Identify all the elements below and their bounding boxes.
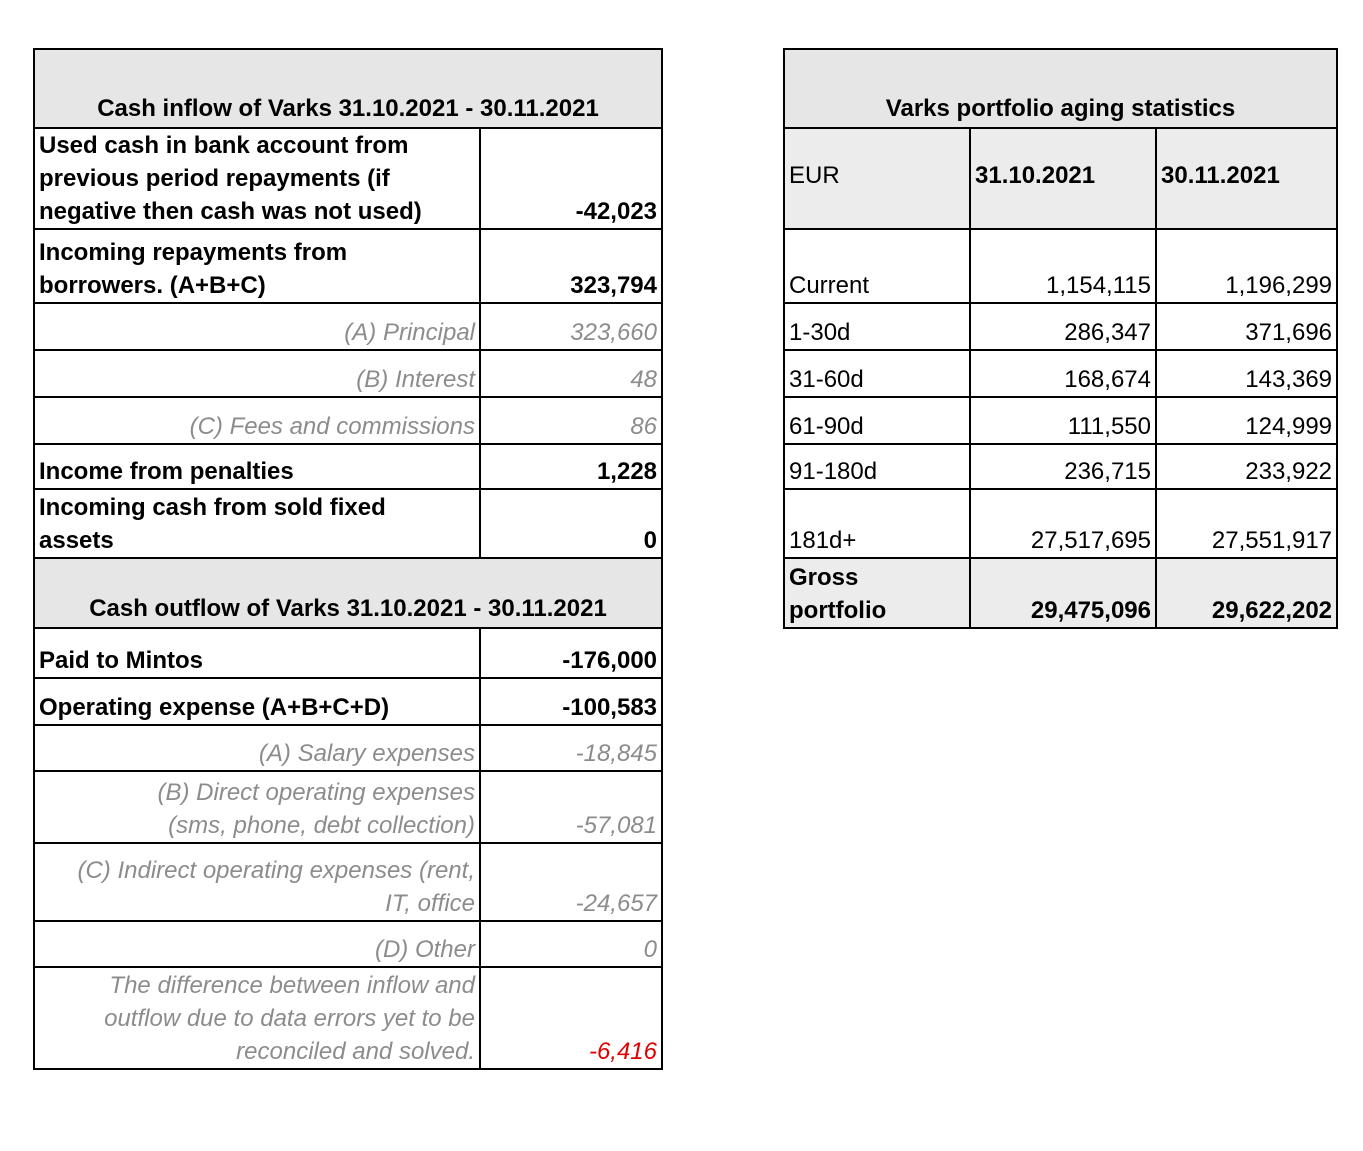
bucket-value-1: 286,347 <box>970 303 1156 350</box>
row-label: Incoming cash from sold fixed assets <box>34 489 480 558</box>
table-row <box>34 678 662 725</box>
table-row <box>34 350 662 397</box>
table-row <box>34 725 662 771</box>
row-value: 48 <box>480 350 662 397</box>
total-value-2: 29,622,202 <box>1156 558 1337 628</box>
table-row <box>34 921 662 967</box>
row-label: Incoming repayments from borrowers. (A+B+C) <box>34 229 480 303</box>
bucket-label: 181d+ <box>784 489 970 558</box>
bucket-value-2: 143,369 <box>1156 350 1337 397</box>
date-header-1: 31.10.2021 <box>970 128 1156 229</box>
row-value: 323,660 <box>480 303 662 350</box>
table-row <box>34 843 662 921</box>
table-row <box>34 229 662 303</box>
row-label: (C) Indirect operating expenses (rent, IT, office <box>34 843 480 921</box>
row-value: -42,023 <box>480 128 662 229</box>
row-value: -6,416 <box>480 967 662 1069</box>
row-label: (B) Interest <box>34 350 480 397</box>
row-label: Income from penalties <box>34 444 480 489</box>
bucket-value-1: 1,154,115 <box>970 229 1156 303</box>
bucket-label: 31-60d <box>784 350 970 397</box>
row-value: 0 <box>480 489 662 558</box>
row-label: Used cash in bank account from previous period repayments (if negative then cash was not used) <box>34 128 480 229</box>
bucket-label: 1-30d <box>784 303 970 350</box>
row-label: Operating expense (A+B+C+D) <box>34 678 480 725</box>
table-row <box>784 350 1337 397</box>
row-label: (B) Direct operating expenses (sms, phone, debt collection) <box>34 771 480 843</box>
cash-flow-table <box>33 48 663 1070</box>
bucket-value-2: 371,696 <box>1156 303 1337 350</box>
total-row <box>784 558 1337 628</box>
row-value: 0 <box>480 921 662 967</box>
row-label: (A) Principal <box>34 303 480 350</box>
table-row <box>784 397 1337 444</box>
table-row <box>34 444 662 489</box>
table-row <box>34 303 662 350</box>
bucket-label: 91-180d <box>784 444 970 489</box>
cash-outflow-title: Cash outflow of Varks 31.10.2021 - 30.11.2021 <box>34 558 662 628</box>
row-label: (D) Other <box>34 921 480 967</box>
table-row <box>34 628 662 678</box>
table-row <box>34 967 662 1069</box>
bucket-value-1: 168,674 <box>970 350 1156 397</box>
table-row <box>34 489 662 558</box>
cash-inflow-title: Cash inflow of Varks 31.10.2021 - 30.11.2021 <box>34 49 662 128</box>
table-row <box>34 128 662 229</box>
table-row <box>784 229 1337 303</box>
table-row <box>34 771 662 843</box>
row-value: 323,794 <box>480 229 662 303</box>
row-value: -57,081 <box>480 771 662 843</box>
bucket-value-2: 233,922 <box>1156 444 1337 489</box>
bucket-label: 61-90d <box>784 397 970 444</box>
bucket-value-1: 236,715 <box>970 444 1156 489</box>
bucket-label: Current <box>784 229 970 303</box>
date-header-2: 30.11.2021 <box>1156 128 1337 229</box>
aging-title: Varks portfolio aging statistics <box>784 49 1337 128</box>
bucket-value-2: 27,551,917 <box>1156 489 1337 558</box>
total-label: Gross portfolio <box>784 558 970 628</box>
row-value: -100,583 <box>480 678 662 725</box>
table-row <box>784 303 1337 350</box>
currency-header: EUR <box>784 128 970 229</box>
total-value-1: 29,475,096 <box>970 558 1156 628</box>
row-label: The difference between inflow and outflow due to data errors yet to be reconciled and solved. <box>34 967 480 1069</box>
table-row <box>784 444 1337 489</box>
aging-header-row <box>784 128 1337 229</box>
bucket-value-2: 1,196,299 <box>1156 229 1337 303</box>
portfolio-aging-table <box>783 48 1338 629</box>
row-value: -24,657 <box>480 843 662 921</box>
row-label: Paid to Mintos <box>34 628 480 678</box>
row-label: (C) Fees and commissions <box>34 397 480 444</box>
row-value: 1,228 <box>480 444 662 489</box>
row-value: -18,845 <box>480 725 662 771</box>
table-row <box>34 397 662 444</box>
row-label: (A) Salary expenses <box>34 725 480 771</box>
table-row <box>784 489 1337 558</box>
row-value: -176,000 <box>480 628 662 678</box>
bucket-value-2: 124,999 <box>1156 397 1337 444</box>
bucket-value-1: 111,550 <box>970 397 1156 444</box>
bucket-value-1: 27,517,695 <box>970 489 1156 558</box>
row-value: 86 <box>480 397 662 444</box>
